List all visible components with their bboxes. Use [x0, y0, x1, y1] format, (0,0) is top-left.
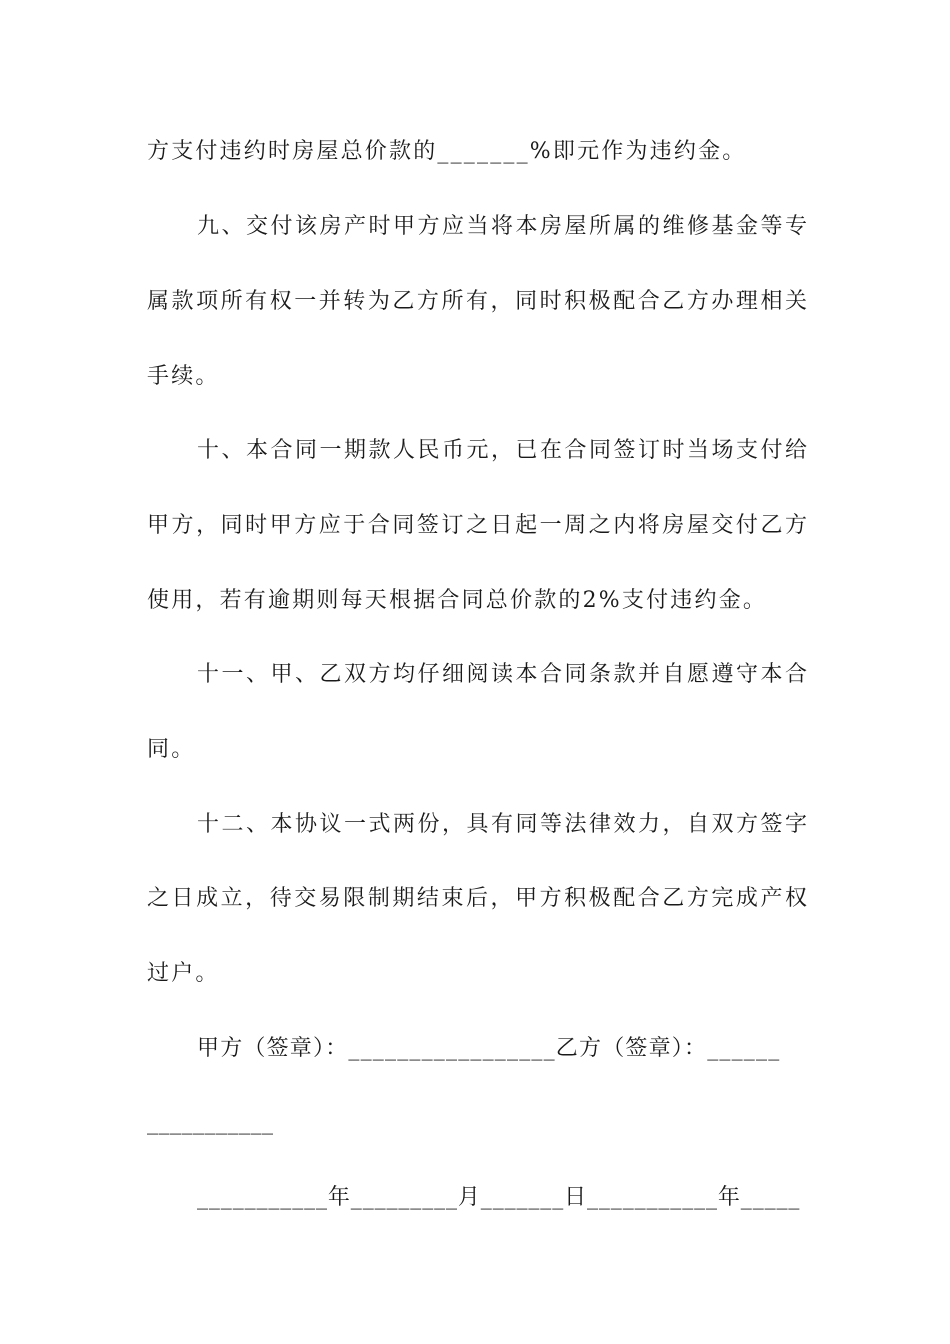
clause-11-line-1: 十一、甲、乙双方均仔细阅读本合同条款并自愿遵守本合 [197, 662, 807, 687]
clause-10-line-3: 使用，若有逾期则每天根据合同总价款的2%支付违约金。 [147, 588, 768, 613]
clause-9-line-3: 手续。 [147, 364, 220, 389]
clause-11-line-2: 同。 [147, 737, 196, 762]
clause-12-line-3: 过户。 [147, 961, 220, 986]
clause-9-line-1: 九、交付该房产时甲方应当将本房屋所属的维修基金等专 [197, 214, 807, 239]
clause-8-continuation: 方支付违约时房屋总价款的_______%即元作为违约金。 [147, 139, 747, 164]
signature-line-continuation: ___________ [147, 1110, 274, 1135]
date-line: ___________年_________月_______日___________年_____ [197, 1185, 801, 1210]
clause-12-line-2: 之日成立，待交易限制期结束后，甲方积极配合乙方完成产权 [147, 886, 807, 911]
clause-10-line-1: 十、本合同一期款人民币元，已在合同签订时当场支付给 [197, 438, 807, 463]
clause-10-line-2: 甲方，同时甲方应于合同签订之日起一周之内将房屋交付乙方 [147, 513, 807, 538]
signature-line: 甲方（签章）：_________________乙方（签章）：______ [197, 1036, 781, 1061]
clause-9-line-2: 属款项所有权一并转为乙方所有，同时积极配合乙方办理相关 [147, 289, 807, 314]
clause-12-line-1: 十二、本协议一式两份，具有同等法律效力，自双方签字 [197, 812, 807, 837]
